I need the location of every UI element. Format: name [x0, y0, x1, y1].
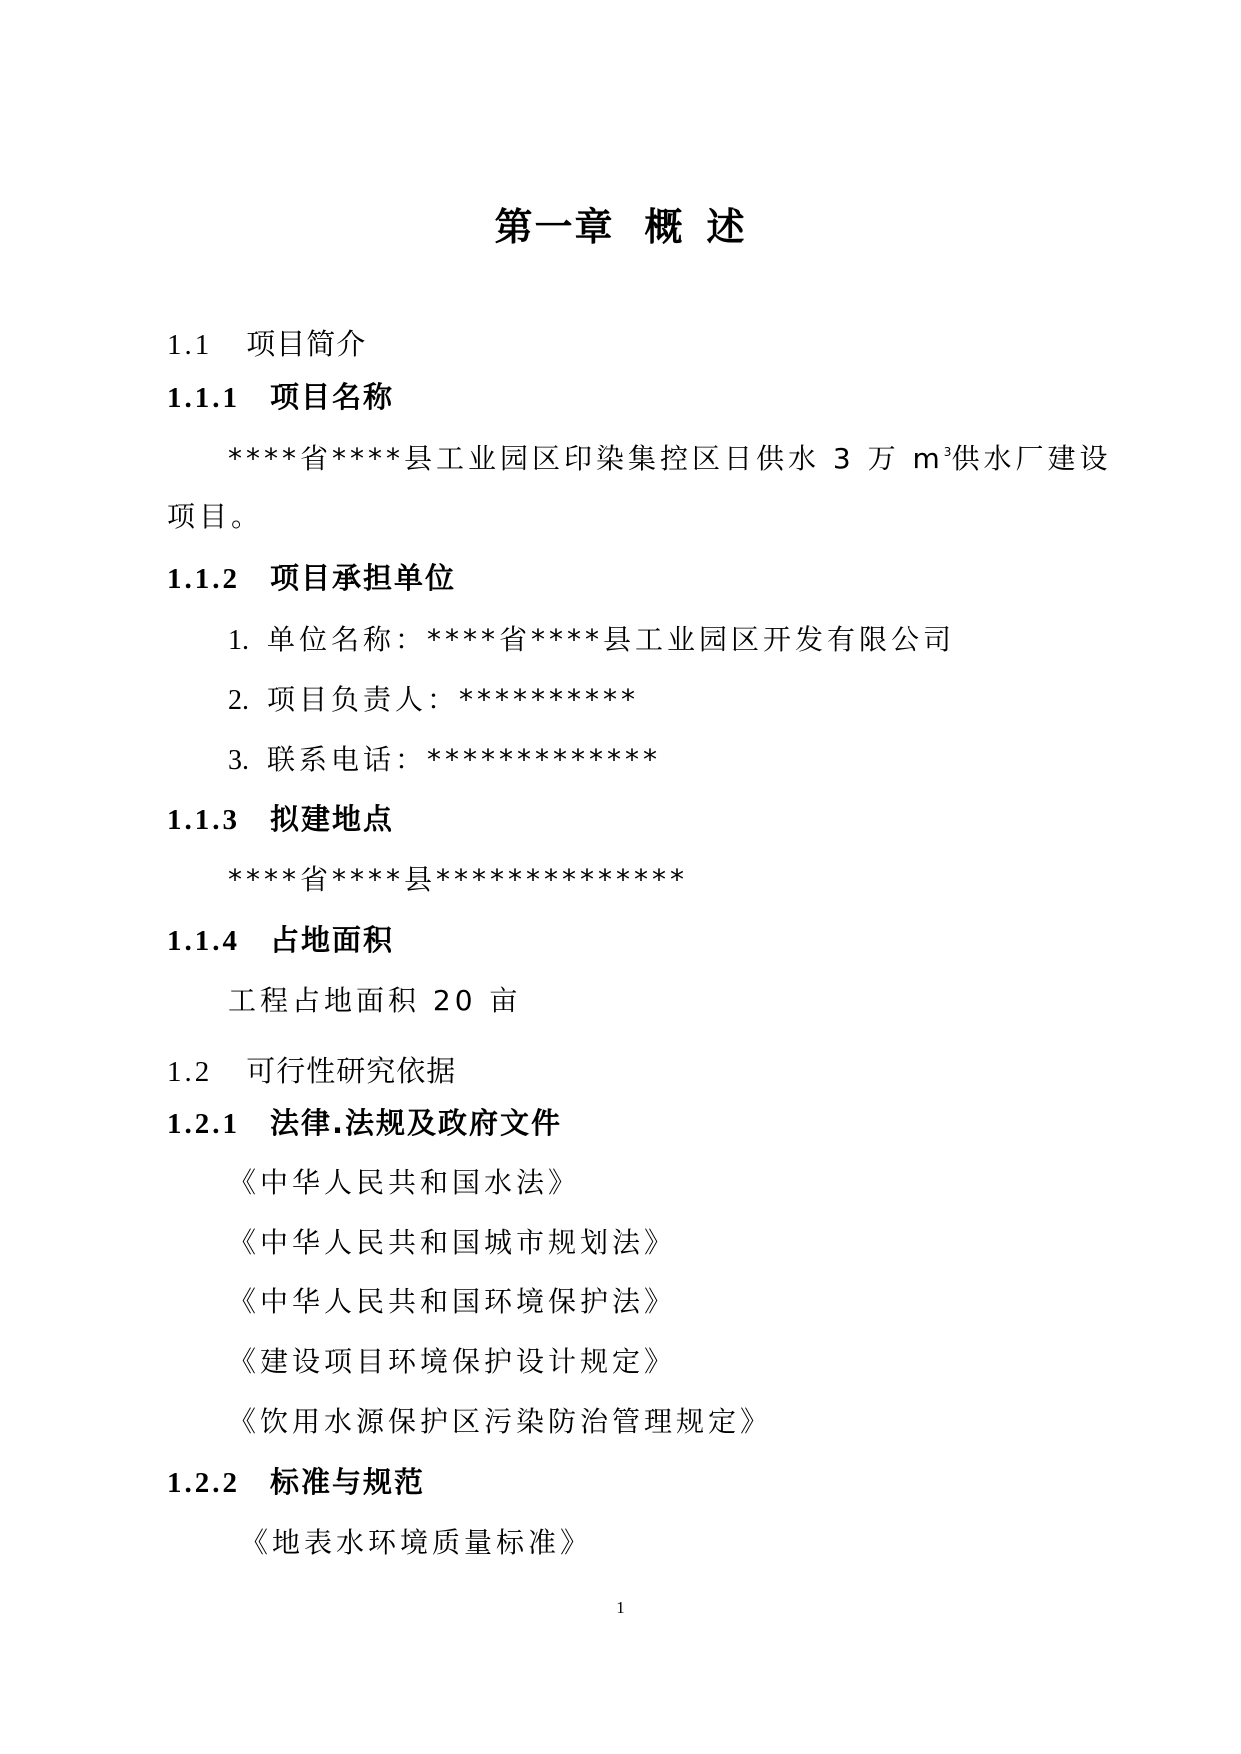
cubic-superscript: 3: [943, 445, 952, 459]
unit-item-3: [228, 738, 661, 778]
section-1-1-3-heading: [167, 797, 394, 838]
law-item: 《中华人民共和国水法》: [228, 1166, 581, 1199]
list-number: 1.: [228, 625, 249, 656]
section-number: 1.2.2: [167, 1467, 240, 1499]
law-item: 《饮用水源保护区污染防治管理规定》: [228, 1405, 773, 1438]
section-number: 1.1.4: [167, 925, 240, 957]
area-text: 工程占地面积 20 亩: [228, 984, 522, 1017]
section-1-2-1-heading: [167, 1101, 562, 1142]
section-number: 1.1.1: [167, 382, 240, 414]
section-title: 项目名称: [270, 380, 395, 414]
project-name-line2: 项目。: [167, 500, 264, 533]
list-text: 联系电话：*************: [267, 743, 662, 776]
project-name-post: 供水厂建设: [951, 442, 1112, 475]
section-1-1-heading: [167, 322, 366, 363]
chapter-title: [0, 196, 1241, 251]
project-name-pre: ****省****县工业园区印染集控区日供水 3 万 m: [228, 442, 944, 475]
chapter-title-part1: 第一章: [494, 205, 615, 249]
unit-item-1: [228, 618, 955, 658]
section-title: 可行性研究依据: [246, 1054, 457, 1088]
section-title: 项目承担单位: [270, 561, 457, 595]
chapter-title-part3: 述: [706, 205, 747, 249]
section-number: 1.1.3: [167, 804, 240, 836]
standard-item: 《地表水环境质量标准》: [240, 1526, 593, 1559]
law-item: 《中华人民共和国环境保护法》: [228, 1285, 677, 1318]
list-number: 3.: [228, 745, 249, 776]
section-number: 1.1: [167, 329, 213, 361]
section-title: 拟建地点: [270, 802, 395, 836]
section-1-1-1-heading: [167, 375, 394, 416]
page-number: 1: [616, 1598, 625, 1617]
section-title: 法律.法规及政府文件: [270, 1106, 563, 1140]
section-number: 1.2.1: [167, 1108, 240, 1140]
section-title: 项目简介: [246, 327, 367, 361]
unit-item-2: [228, 678, 639, 718]
section-1-1-4-heading: [167, 918, 394, 959]
section-1-2-heading: [167, 1049, 456, 1090]
law-item: 《中华人民共和国城市规划法》: [228, 1226, 677, 1259]
section-1-1-2-heading: [167, 556, 456, 597]
project-name-line1: [228, 437, 1111, 477]
section-1-2-2-heading: [167, 1460, 425, 1501]
list-text: 单位名称：****省****县工业园区开发有限公司: [267, 623, 956, 656]
list-number: 2.: [228, 685, 249, 716]
section-title: 标准与规范: [270, 1465, 426, 1499]
section-title: 占地面积: [270, 923, 395, 957]
list-text: 项目负责人：**********: [267, 683, 640, 716]
section-number: 1.2: [167, 1056, 213, 1088]
location-text: ****省****县**************: [228, 863, 689, 896]
chapter-title-part2: 概: [644, 205, 685, 249]
section-number: 1.1.2: [167, 563, 240, 595]
law-item: 《建设项目环境保护设计规定》: [228, 1345, 677, 1378]
